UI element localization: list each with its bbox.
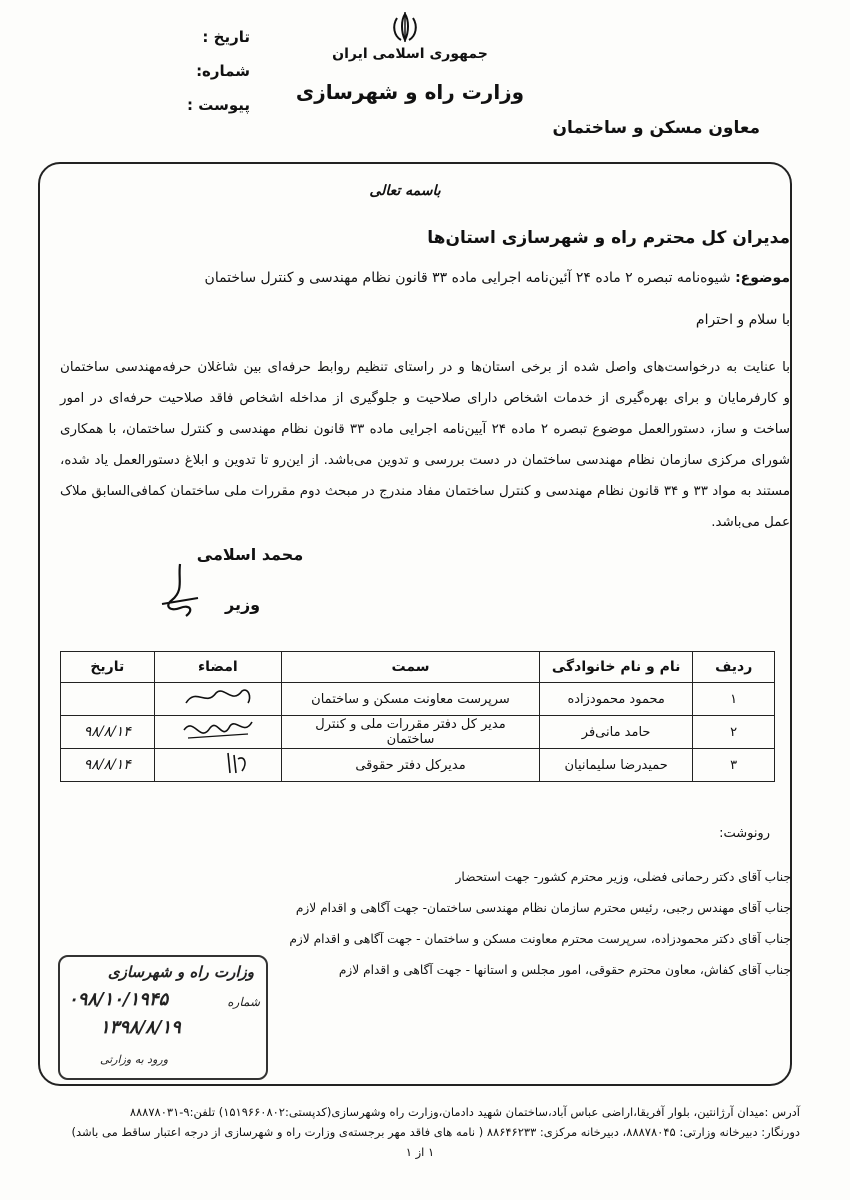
signature-icon [178,683,258,711]
header-date: تاریخ [61,652,155,683]
table-row [61,749,775,782]
basmala: باسمه تعالی [369,183,441,199]
meta-fields [140,20,250,122]
row-position: مدیرکل دفتر حقوقی [282,749,540,782]
row-position: سرپرست معاونت مسکن و ساختمان [282,683,540,716]
footer-fax: دورنگار: دبیرخانه وزارتی: ۸۸۸۷۸۰۴۵، دبیرخانه مرکزی: ۸۸۶۴۶۲۳۳ ( نامه های فاقد مهر برجسته‌ی وزارت راه و شهرسازی از درجه اعتبار ساقط می باشد) [71,1125,800,1139]
row-name: حمیدرضا سلیمانیان [539,749,692,782]
cc-item: جناب آقای کفاش، معاون محترم حقوقی، امور مجلس و استانها - جهت آگاهی و اقدام لازم [338,963,791,977]
stamp-footer: ورود به وزارتی [100,1053,169,1066]
stamp-number: ۰۹۸/۱۰/۱۹۴۵ [68,989,169,1010]
letter-body [60,352,790,538]
subject-line [205,270,790,286]
body-line: مستند به مواد ۳۳ و ۳۴ قانون نظام مهندسی و کنترل ساختمان مفاد مندرج در مبحث دوم مقررات ملی ساختمان کمافی‌السابق ملاک [60,484,790,499]
registry-stamp [58,955,268,1080]
recipient: مدیران کل محترم راه و شهرسازی استان‌ها [427,228,790,248]
row-date [61,683,155,716]
header-row-number: ردیف [693,652,775,683]
row-signature [154,716,282,749]
subject-text: شیوه‌نامه تبصره ۲ ماده ۲۴ آئین‌نامه اجرایی ماده ۳۳ قانون نظام مهندسی و کنترل ساختمان [204,270,731,286]
header-position: سمت [282,652,540,683]
cc-item: جناب آقای مهندس رجبی، رئیس محترم سازمان نظام مهندسی ساختمان- جهت آگاهی و اقدام لازم [295,901,791,915]
deputy-title: معاون مسکن و ساختمان [552,118,760,138]
stamp-org: وزارت راه و شهرسازی [107,963,254,981]
row-signature [154,749,282,782]
signer-name: محمد اسلامی [196,545,304,564]
body-line: و کارفرمایان و برای بهره‌گیری از خدمات اشخاص دارای صلاحیت و جلوگیری از مداخله اشخاص فاقد صلاحیت حرفه‌ای در امور [60,391,790,406]
signature-icon [178,716,258,744]
header-name: نام و نام خانوادگی [539,652,692,683]
row-number: ۳ [693,749,775,782]
approvals-table [60,651,775,782]
row-date: ۹۸/۸/۱۴ [61,749,155,782]
letter-footer [40,1102,800,1162]
date-label: تاریخ : [202,28,250,46]
signature-icon [178,749,258,777]
footer-address: آدرس :میدان آرژانتین، بلوار آفریقا،اراضی عباس آباد،ساختمان شهید دادمان،وزارت راه وشهرسازی(کدپستی:۱۵۱۹۶۶۰۸۰۲) تلفن:۹-۸۸۸۷۸۰۳۱ [129,1105,800,1119]
minister-signature-icon [150,560,210,620]
cc-item: جناب آقای دکتر رحمانی فضلی، وزیر محترم کشور- جهت استحضار [455,870,791,884]
body-line: با عنایت به درخواست‌های واصل شده از برخی استان‌ها و در راستای تنظیم روابط حرفه‌ای بین شاغلان حرفه‌مهندسی ساختمان [60,360,790,375]
row-number: ۲ [693,716,775,749]
header-signature: امضاء [154,652,282,683]
row-name: محمود محمودزاده [539,683,692,716]
page-number: ۱ از ۱ [405,1145,435,1159]
country-name: جمهوری اسلامی ایران [332,46,488,62]
subject-label: موضوع: [735,270,790,286]
iran-emblem-icon [388,10,422,44]
signer-title: وزیر [225,595,261,614]
row-name: حامد مانی‌فر [539,716,692,749]
row-number: ۱ [693,683,775,716]
cc-list [289,862,791,986]
stamp-date: ۱۳۹۸/۸/۱۹ [100,1017,181,1038]
row-date: ۹۸/۸/۱۴ [61,716,155,749]
number-label: شماره: [196,62,250,80]
row-position: مدیر کل دفتر مقررات ملی و کنترل ساختمان [282,716,540,749]
row-signature [154,683,282,716]
body-line: ساخت و ساز، دستورالعمل موضوع تبصره ۲ ماده ۲۴ آیین‌نامه اجرایی ماده ۳۳ قانون نظام مهندسی و کنترل ساختمان، با همکاری [60,422,791,437]
ministry-name: وزارت راه و شهرسازی [295,80,525,104]
attachment-label: پیوست : [186,96,250,114]
table-header-row [61,652,775,683]
table-row [61,716,775,749]
cc-title: رونوشت: [719,826,770,841]
cc-item: جناب آقای دکتر محمودزاده، سرپرست محترم معاونت مسکن و ساختمان - جهت آگاهی و اقدام لازم [289,932,791,946]
body-line: عمل می‌باشد. [711,515,790,530]
table-row [61,683,775,716]
stamp-number-label: شماره [227,995,260,1009]
body-line: شورای مرکزی سازمان نظام مهندسی ساختمان در دست بررسی و تدوین می‌باشد. از این‌رو تا تدوین و ابلاغ دستورالعمل یاد شده، [60,453,790,468]
greeting: با سلام و احترام [695,312,790,328]
